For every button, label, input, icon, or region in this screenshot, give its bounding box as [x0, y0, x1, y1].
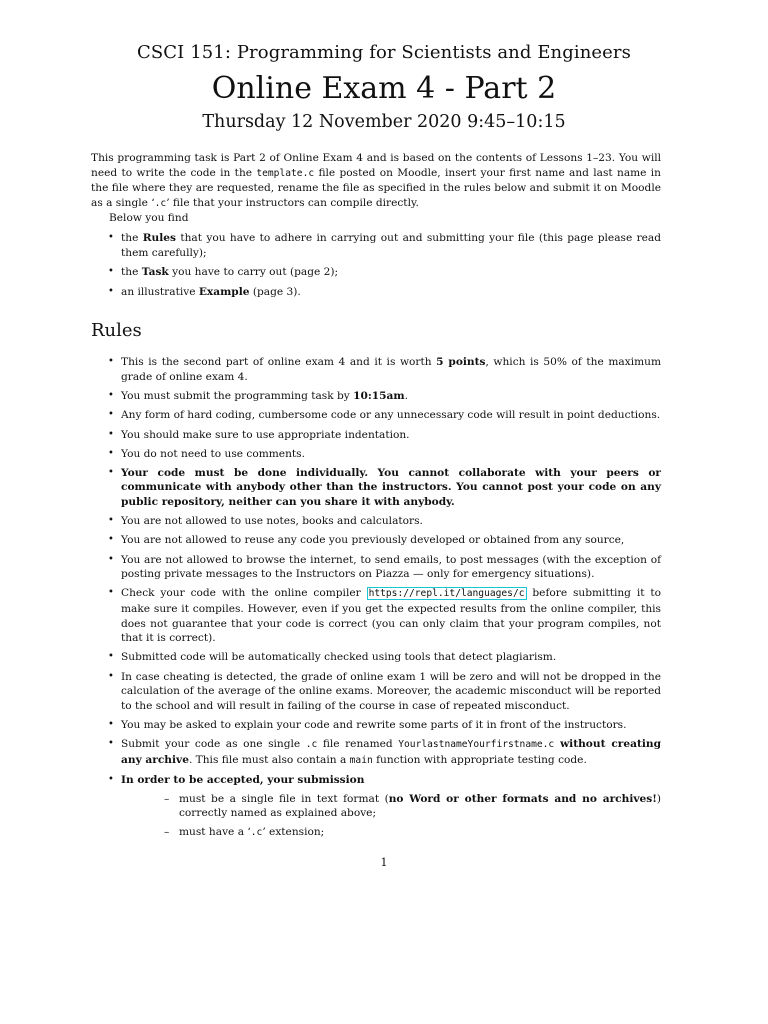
exam-title: Online Exam 4 - Part 2	[211, 71, 557, 106]
sub-item: – must be a single file in text format (no Word or other formats and no archives!) correctly named as explained above;	[164, 792, 661, 820]
submission-sublist	[121, 792, 661, 841]
bullet-icon: •	[108, 670, 114, 682]
bullet-icon: •	[108, 428, 114, 440]
dash-icon: –	[164, 792, 170, 805]
document-body	[91, 151, 661, 840]
bullet-icon: •	[108, 534, 114, 546]
rule-item: • You must submit the programming task by 10:15am.	[108, 390, 408, 403]
rule-item: • Your code must be done individually. You cannot collaborate with your peers or communicate with anybody other than the instructors. You cannot post your code on any public repository, neither can you share it with anybody.	[108, 466, 661, 509]
sub-item: – must have a ‘.c’ extension;	[164, 825, 325, 838]
rule-item: • This is the second part of online exam 4 and it is worth 5 points, which is 50% of the maximum grade of online exam 4.	[108, 356, 661, 383]
bullet-icon: •	[108, 356, 114, 368]
rule-item: • You do not need to use comments.	[108, 447, 305, 460]
compiler-link[interactable]: https://repl.it/languages/c	[368, 588, 525, 600]
bullet-icon: •	[108, 266, 114, 278]
rule-item: • You are not allowed to browse the internet, to send emails, to post messages (with the exception of posting private messages to the Instructors on Piazza — only for emergency situations).	[108, 553, 661, 581]
bullet-icon: •	[108, 738, 114, 750]
rules-list	[91, 355, 661, 840]
exam-date: Thursday 12 November 2020 9:45–10:15	[202, 112, 566, 132]
intro-text-3: ’ file that your instructors can compile directly.	[166, 196, 419, 209]
bullet-icon: •	[108, 285, 114, 297]
rule-item: • Submit your code as one single .c file renamed YourlastnameYourfirstname.c without creating any archive. This file must also contain a main function with appropriate testing code.	[108, 738, 661, 766]
course-title: CSCI 151: Programming for Scientists and Engineers	[137, 42, 631, 63]
bullet-icon: •	[108, 553, 114, 565]
rule-item: • Any form of hard coding, cumbersome code or any unnecessary code will result in point deductions.	[108, 409, 661, 422]
bullet-icon: •	[108, 515, 114, 527]
rule-item: • Check your code with the online compiler https://repl.it/languages/c before submitting it to make sure it compiles. However, even if you get the expected results from the online compiler, this does not guarantee that your code is correct (you can only claim that your program compiles, not that it is correct).	[108, 587, 661, 645]
template-filename: template.c	[256, 167, 315, 179]
bullet-icon: •	[108, 587, 114, 599]
bullet-icon: •	[108, 773, 114, 785]
bullet-icon: •	[108, 231, 114, 243]
rules-heading: Rules	[91, 320, 142, 342]
bullet-icon: •	[108, 466, 114, 478]
intro-paragraph	[91, 151, 661, 211]
list-item: • the Rules that you have to adhere in carrying out and submitting your file (this page please read them carefully);	[108, 231, 662, 259]
list-item: • an illustrative Example (page 3).	[108, 285, 301, 298]
extension-code: .c	[154, 197, 167, 209]
rule-item: • You should make sure to use appropriate indentation.	[108, 428, 410, 441]
below-you-find: Below you find	[109, 212, 189, 225]
intro-text-2: file posted on Moodle, insert your first name and last name in the file where they are requested, rename the file as specified in the rules below and submit it on Moodle as a single ‘	[91, 166, 661, 209]
bullet-icon: •	[108, 409, 114, 421]
rule-item: • Submitted code will be automatically checked using tools that detect plagiarism.	[108, 651, 557, 664]
bullet-icon: •	[108, 651, 114, 663]
rule-item: • You are not allowed to reuse any code you previously developed or obtained from any source,	[108, 534, 625, 547]
list-item: • the Task you have to carry out (page 2);	[108, 266, 339, 279]
rule-item: • You may be asked to explain your code and rewrite some parts of it in front of the instructors.	[108, 718, 627, 731]
page-number: 1	[380, 856, 388, 869]
bullet-icon: •	[108, 718, 114, 730]
intro-text-1: This programming task is Part 2 of Online Exam 4 and is based on the contents of Lessons 1–23. You will need to write the code in the	[91, 152, 661, 179]
rule-item: • In case cheating is detected, the grade of online exam 1 will be zero and will not be dropped in the calculation of the average of the online exams. Moreover, the academic misconduct will be reported to the school and will result in failing of the course in case of repeated misconduct.	[108, 670, 661, 712]
rule-item: • You are not allowed to use notes, books and calculators.	[108, 515, 423, 528]
bullet-icon: •	[108, 390, 114, 402]
overview-list	[91, 231, 661, 299]
dash-icon: –	[164, 825, 170, 838]
rule-item: • In order to be accepted, your submission – must be a single file in text format (no Word or other formats and no archives!) correctly named as explained above; – must have a ‘.c’ extension;	[91, 773, 661, 840]
bullet-icon: •	[108, 447, 114, 459]
